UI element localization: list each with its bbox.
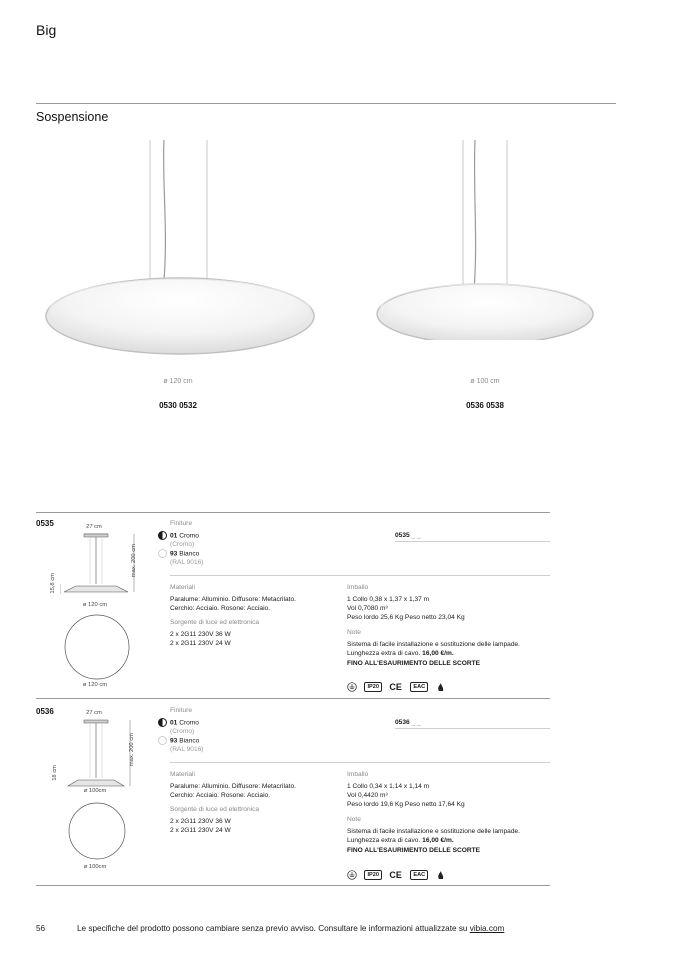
chrome-swatch-icon bbox=[158, 718, 167, 727]
imballo-line: Vol 0,4420 m³ bbox=[347, 792, 388, 799]
finish-name: Cromo bbox=[179, 532, 199, 540]
hero-codes-120: 0530 0532 bbox=[159, 401, 197, 410]
section-title: Sospensione bbox=[36, 110, 109, 124]
product-divider bbox=[36, 512, 550, 513]
finish-option-chrome[interactable] bbox=[158, 531, 199, 540]
product-divider bbox=[36, 698, 550, 699]
cert-row bbox=[347, 866, 449, 884]
section-divider bbox=[36, 103, 616, 104]
dim-height: max. 200 cm bbox=[131, 544, 137, 578]
ground-icon bbox=[347, 870, 357, 880]
stock-notice: FINO ALL'ESAURIMENTO DELLE SCORTE bbox=[347, 847, 481, 854]
sorgente-line: 2 x 2G11 230V 24 W bbox=[170, 640, 231, 647]
imballo-heading: Imballo bbox=[347, 584, 369, 591]
hero-diameter-120: ø 120 cm bbox=[163, 378, 193, 385]
materiali-line: Paralume: Alluminio. Diffusore: Metacrilato. bbox=[170, 596, 296, 603]
dim-diameter: ø 120 cm bbox=[82, 602, 108, 608]
product-top-drawing bbox=[66, 800, 128, 862]
sorgente-line: 2 x 2G11 230V 36 W bbox=[170, 818, 231, 825]
order-code-line bbox=[395, 728, 550, 729]
finiture-heading: Finiture bbox=[170, 707, 192, 714]
cert-row bbox=[347, 678, 449, 696]
note-heading: Note bbox=[347, 816, 361, 823]
finish-option-white[interactable] bbox=[158, 736, 199, 745]
dim-diameter: ø 100cm bbox=[83, 788, 107, 794]
note-line: Lunghezza extra di cavo. 16,00 €/m. bbox=[347, 650, 454, 657]
vibia-link[interactable]: vibia.com bbox=[469, 924, 505, 933]
hero-lamp-120-image bbox=[40, 140, 320, 355]
finish-code: 93 bbox=[170, 737, 178, 745]
finish-code: 93 bbox=[170, 550, 178, 558]
finish-option-white[interactable] bbox=[158, 549, 199, 558]
finish-code: 01 bbox=[170, 532, 178, 540]
dim-side: 15,8 cm bbox=[50, 573, 56, 594]
finish-name: Bianco bbox=[179, 737, 200, 745]
flame-icon bbox=[436, 682, 446, 692]
white-swatch-icon bbox=[158, 549, 167, 558]
imballo-line: 1 Collo 0,34 x 1,14 x 1,14 m bbox=[347, 783, 430, 790]
info-divider bbox=[170, 575, 550, 576]
finish-sub: (Cromo) bbox=[170, 541, 195, 548]
materiali-line: Cerchio: Acciaio. Rosone: Acciaio. bbox=[170, 792, 271, 799]
hero-lamp-100-image bbox=[370, 140, 600, 340]
finish-sub: (RAL 9016) bbox=[170, 746, 204, 753]
ground-icon bbox=[347, 682, 357, 692]
info-divider bbox=[170, 762, 550, 763]
product-divider-bottom bbox=[36, 885, 550, 886]
materiali-heading: Materiali bbox=[170, 771, 195, 778]
finiture-heading: Finiture bbox=[170, 520, 192, 527]
dim-top: 27 cm bbox=[86, 710, 102, 716]
sorgente-line: 2 x 2G11 230V 24 W bbox=[170, 827, 231, 834]
eac-badge: EAC bbox=[410, 682, 428, 692]
materiali-line: Cerchio: Acciaio. Rosone: Acciaio. bbox=[170, 605, 271, 612]
product-side-drawing bbox=[64, 718, 136, 790]
finish-name: Cromo bbox=[179, 719, 199, 727]
imballo-line: Peso lordo 25,6 Kg Peso netto 23,04 Kg bbox=[347, 614, 465, 621]
product-side-drawing bbox=[60, 532, 140, 602]
ce-mark: CE bbox=[389, 869, 402, 880]
sorgente-heading: Sorgente di luce ed elettronica bbox=[170, 806, 260, 813]
imballo-line: 1 Collo 0,38 x 1,37 x 1,37 m bbox=[347, 596, 430, 603]
dim-diameter-top: ø 120 cm bbox=[82, 682, 108, 688]
dim-diameter-top: ø 100cm bbox=[83, 864, 107, 870]
page-title: Big bbox=[36, 22, 57, 38]
imballo-heading: Imballo bbox=[347, 771, 369, 778]
product-code: 0536 bbox=[36, 707, 54, 716]
ce-mark: CE bbox=[389, 681, 402, 692]
white-swatch-icon bbox=[158, 736, 167, 745]
dim-top: 27 cm bbox=[86, 524, 102, 530]
dim-side: 18 cm bbox=[52, 765, 58, 781]
stock-notice: FINO ALL'ESAURIMENTO DELLE SCORTE bbox=[347, 660, 481, 667]
ip20-badge: IP20 bbox=[364, 682, 382, 692]
order-code: 0536 _ _ bbox=[395, 719, 421, 726]
note-line: Lunghezza extra di cavo. 16,00 €/m. bbox=[347, 837, 454, 844]
flame-icon bbox=[436, 870, 446, 880]
finish-sub: (RAL 9016) bbox=[170, 559, 204, 566]
note-line: Sistema di facile installazione e sostituzione delle lampade. bbox=[347, 828, 520, 835]
footer-disclaimer: Le specifiche del prodotto possono cambiare senza previo avviso. Consultare le informazioni attualizzate su vibia.com bbox=[77, 924, 505, 933]
materiali-heading: Materiali bbox=[170, 584, 195, 591]
order-code: 0535 _ _ bbox=[395, 532, 421, 539]
finish-option-chrome[interactable] bbox=[158, 718, 199, 727]
sorgente-heading: Sorgente di luce ed elettronica bbox=[170, 619, 260, 626]
product-code: 0535 bbox=[36, 519, 54, 528]
order-code-line bbox=[395, 541, 550, 542]
finish-name: Bianco bbox=[179, 550, 200, 558]
imballo-line: Vol 0,7080 m³ bbox=[347, 605, 388, 612]
finish-sub: (Cromo) bbox=[170, 728, 195, 735]
imballo-line: Peso lordo 19,6 Kg Peso netto 17,64 Kg bbox=[347, 801, 465, 808]
sorgente-line: 2 x 2G11 230V 36 W bbox=[170, 631, 231, 638]
finish-code: 01 bbox=[170, 719, 178, 727]
hero-codes-100: 0536 0538 bbox=[466, 401, 504, 410]
note-heading: Note bbox=[347, 629, 361, 636]
page-number: 56 bbox=[36, 924, 46, 933]
chrome-swatch-icon bbox=[158, 531, 167, 540]
ip20-badge: IP20 bbox=[364, 870, 382, 880]
hero-diameter-100: ø 100 cm bbox=[470, 378, 500, 385]
product-top-drawing bbox=[62, 612, 132, 682]
materiali-line: Paralume: Alluminio. Diffusore: Metacrilato. bbox=[170, 783, 296, 790]
eac-badge: EAC bbox=[410, 870, 428, 880]
dim-height: max. 200 cm bbox=[129, 733, 135, 767]
note-line: Sistema di facile installazione e sostituzione delle lampade. bbox=[347, 641, 520, 648]
